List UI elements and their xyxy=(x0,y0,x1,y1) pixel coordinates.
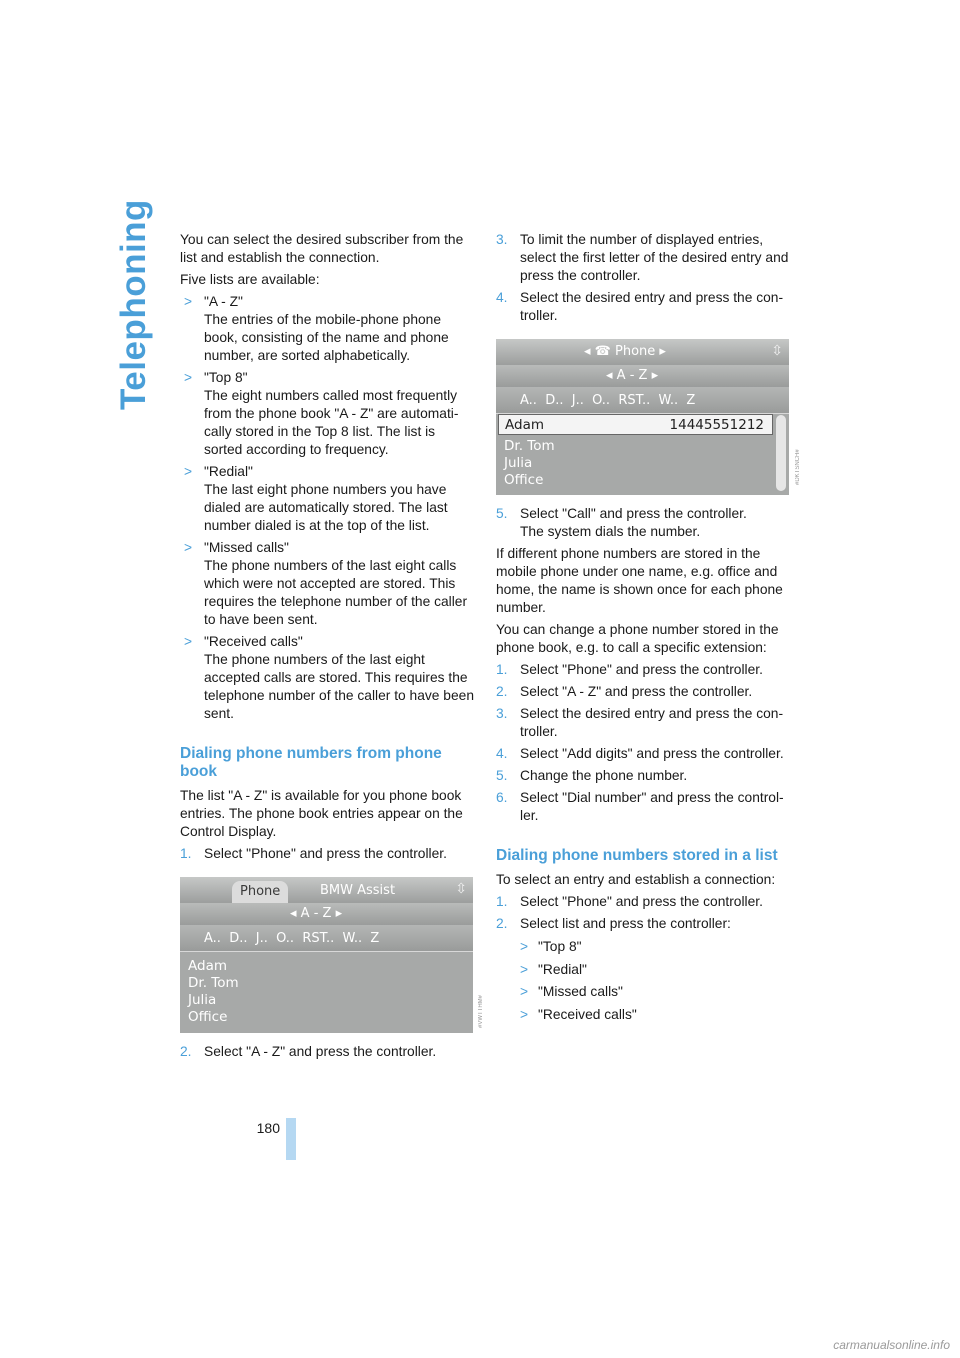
list-item xyxy=(180,369,475,459)
step-number: 3. xyxy=(496,232,508,247)
step-number: 5. xyxy=(496,506,508,521)
step-text: Select "A - Z" and press the controller. xyxy=(520,684,753,699)
bullet-icon: > xyxy=(184,634,193,649)
sublist-text: "Missed calls" xyxy=(538,984,623,999)
screen-az-selector xyxy=(290,905,342,923)
screen-entry: Julia xyxy=(188,992,217,1008)
step-number: 1. xyxy=(496,662,508,677)
bullet-icon: > xyxy=(184,540,193,555)
footer-watermark: carmanualsonline.info xyxy=(833,1338,950,1352)
step-number: 1. xyxy=(180,846,192,861)
step-text: Select the desired entry and press the con-troller. xyxy=(520,706,784,739)
selected-number: 14445551212 xyxy=(669,417,764,433)
screen-entry: Office xyxy=(188,1009,228,1025)
sublist-text: "Redial" xyxy=(538,961,587,977)
sublist-item xyxy=(520,983,791,1001)
step-number: 4. xyxy=(496,746,508,761)
sublist-text: "Received calls" xyxy=(538,1006,637,1022)
step-item xyxy=(496,289,791,325)
step-text: Select "Phone" and press the controller. xyxy=(520,662,763,677)
screen-tab-assist: BMW Assist xyxy=(320,883,396,898)
bullet-icon: > xyxy=(520,961,529,977)
bullet-icon: > xyxy=(520,1006,529,1022)
heading-paragraph: The list "A - Z" is available for you phone book entries. The phone book entries appear on the Control Display. xyxy=(180,788,463,839)
step-item xyxy=(180,1043,475,1061)
sublist-item xyxy=(520,961,791,979)
step-number: 2. xyxy=(180,1044,192,1059)
list-item xyxy=(180,463,475,535)
bullet-icon: > xyxy=(520,939,529,954)
step-number: 4. xyxy=(496,290,508,305)
intro-paragraph: You can select the desired subscriber from the list and establish the connection. xyxy=(180,232,464,265)
sublist-item xyxy=(520,938,791,956)
screen-tab-phone: Phone xyxy=(232,881,288,903)
step-number: 1. xyxy=(496,894,508,909)
list-desc: The eight numbers called most frequently from the phone book "A - Z" are automati-cally stored in the Top 8 list. The list is sorted according to frequency. xyxy=(204,388,459,457)
list-desc: The last eight phone numbers you have dialed are automatically stored. The last number dialed is at the top of the list. xyxy=(204,482,448,533)
phone-handset-icon: ☎ xyxy=(594,344,615,359)
step-text: Select list and press the controller: xyxy=(520,916,731,931)
screen-title xyxy=(584,342,666,362)
page-marker-bar xyxy=(286,1118,296,1160)
step-item xyxy=(496,893,791,911)
screen-az-selector xyxy=(606,367,658,385)
bullet-icon: > xyxy=(184,464,193,479)
section-heading: Dialing phone numbers from phone book xyxy=(180,745,442,780)
screen-az-label: A - Z xyxy=(300,906,332,921)
step-item xyxy=(496,915,791,933)
left-column xyxy=(180,231,475,1065)
paragraph: You can change a phone number stored in the phone book, e.g. to call a specific extension: xyxy=(496,622,779,655)
image-code: #DKTSNCH# xyxy=(795,449,801,485)
step-item xyxy=(496,789,791,825)
list-name: "Top 8" xyxy=(204,370,248,385)
screen-title-label: Phone xyxy=(615,344,656,359)
step-number: 5. xyxy=(496,768,508,783)
list-item xyxy=(180,633,475,723)
step-text: To limit the number of displayed entries, select the first letter of the desired entry and press the controller. xyxy=(520,232,789,283)
step-text: Select "Add digits" and press the controller. xyxy=(520,746,784,761)
screen-letters: A.. D.. J.. O.. RST.. W.. Z xyxy=(520,393,696,408)
control-display-screenshot xyxy=(496,339,789,495)
lists-intro: Five lists are available: xyxy=(180,272,320,287)
list-desc: The entries of the mobile-phone phone book, consisting of the name and phone number, are sorted alphabetically. xyxy=(204,312,449,363)
page-number: 180 xyxy=(256,1120,280,1136)
paragraph: If different phone numbers are stored in the mobile phone under one name, e.g. office and home, the name is shown once for each phone number. xyxy=(496,546,783,615)
bullet-icon: > xyxy=(520,984,529,999)
paragraph: To select an entry and establish a connection: xyxy=(496,872,776,887)
step-item xyxy=(496,505,791,541)
screen-selected-row xyxy=(498,414,773,435)
screen-entry: Office xyxy=(504,472,544,488)
step-subtext: The system dials the number. xyxy=(520,524,701,539)
list-name: "Received calls" xyxy=(204,634,303,649)
arrow-left-icon: ◂ xyxy=(584,344,595,359)
list-name: "Redial" xyxy=(204,464,253,479)
arrow-left-icon: ◂ xyxy=(606,368,617,383)
step-text: Select "Dial number" and press the control-ler. xyxy=(520,790,784,823)
image-code: #VWTTHM# xyxy=(478,995,484,1028)
selected-name: Adam xyxy=(505,417,544,433)
step-text: Change the phone number. xyxy=(520,768,688,783)
screen-menu-icon: ⇳ xyxy=(771,343,783,359)
section-title xyxy=(108,199,160,432)
list-desc: The phone numbers of the last eight accepted calls are stored. This requires the telephone number of the caller to have been sent. xyxy=(204,652,474,721)
step-number: 3. xyxy=(496,706,508,721)
sublist-text: "Top 8" xyxy=(538,939,582,954)
step-text: Select "Call" and press the controller. xyxy=(520,506,747,521)
step-item xyxy=(496,705,791,741)
step-number: 6. xyxy=(496,790,508,805)
step-text: Select "Phone" and press the controller. xyxy=(520,894,763,909)
screen-entry: Julia xyxy=(504,455,533,471)
arrow-left-icon: ◂ xyxy=(290,906,301,921)
step-item xyxy=(496,231,791,285)
bullet-icon: > xyxy=(184,370,193,385)
section-title-text: Telephoning xyxy=(114,199,153,410)
list-name: "Missed calls" xyxy=(204,540,289,555)
list-name: "A - Z" xyxy=(204,294,243,309)
step-text: Select "Phone" and press the controller. xyxy=(204,846,447,861)
screen-entry: Adam xyxy=(188,958,227,974)
step-number: 2. xyxy=(496,684,508,699)
screen-entry: Dr. Tom xyxy=(504,438,555,454)
list-item xyxy=(180,293,475,365)
scrollbar xyxy=(776,415,786,491)
right-column xyxy=(496,231,791,1028)
step-item xyxy=(180,845,475,863)
screen-az-label: A - Z xyxy=(616,368,648,383)
step-text: Select the desired entry and press the con-troller. xyxy=(520,290,784,323)
step-item xyxy=(496,767,791,785)
step-number: 2. xyxy=(496,916,508,931)
arrow-right-icon: ▸ xyxy=(331,906,343,921)
step-text: Select "A - Z" and press the controller. xyxy=(204,1044,437,1059)
step-item xyxy=(496,745,791,763)
step-item xyxy=(496,683,791,701)
section-heading: Dialing phone numbers stored in a list xyxy=(496,847,778,864)
arrow-right-icon: ▸ xyxy=(655,344,666,359)
sublist-item xyxy=(520,1006,791,1024)
screen-entry: Dr. Tom xyxy=(188,975,239,991)
arrow-right-icon: ▸ xyxy=(647,368,659,383)
list-item xyxy=(180,539,475,629)
screen-letters: A.. D.. J.. O.. RST.. W.. Z xyxy=(204,931,380,946)
bullet-icon: > xyxy=(184,294,193,309)
list-desc: The phone numbers of the last eight calls which were not accepted are stored. This requires the telephone number of the caller to have been sent. xyxy=(204,558,468,627)
control-display-screenshot xyxy=(180,877,473,1033)
screen-menu-icon: ⇳ xyxy=(455,881,467,897)
step-item xyxy=(496,661,791,679)
